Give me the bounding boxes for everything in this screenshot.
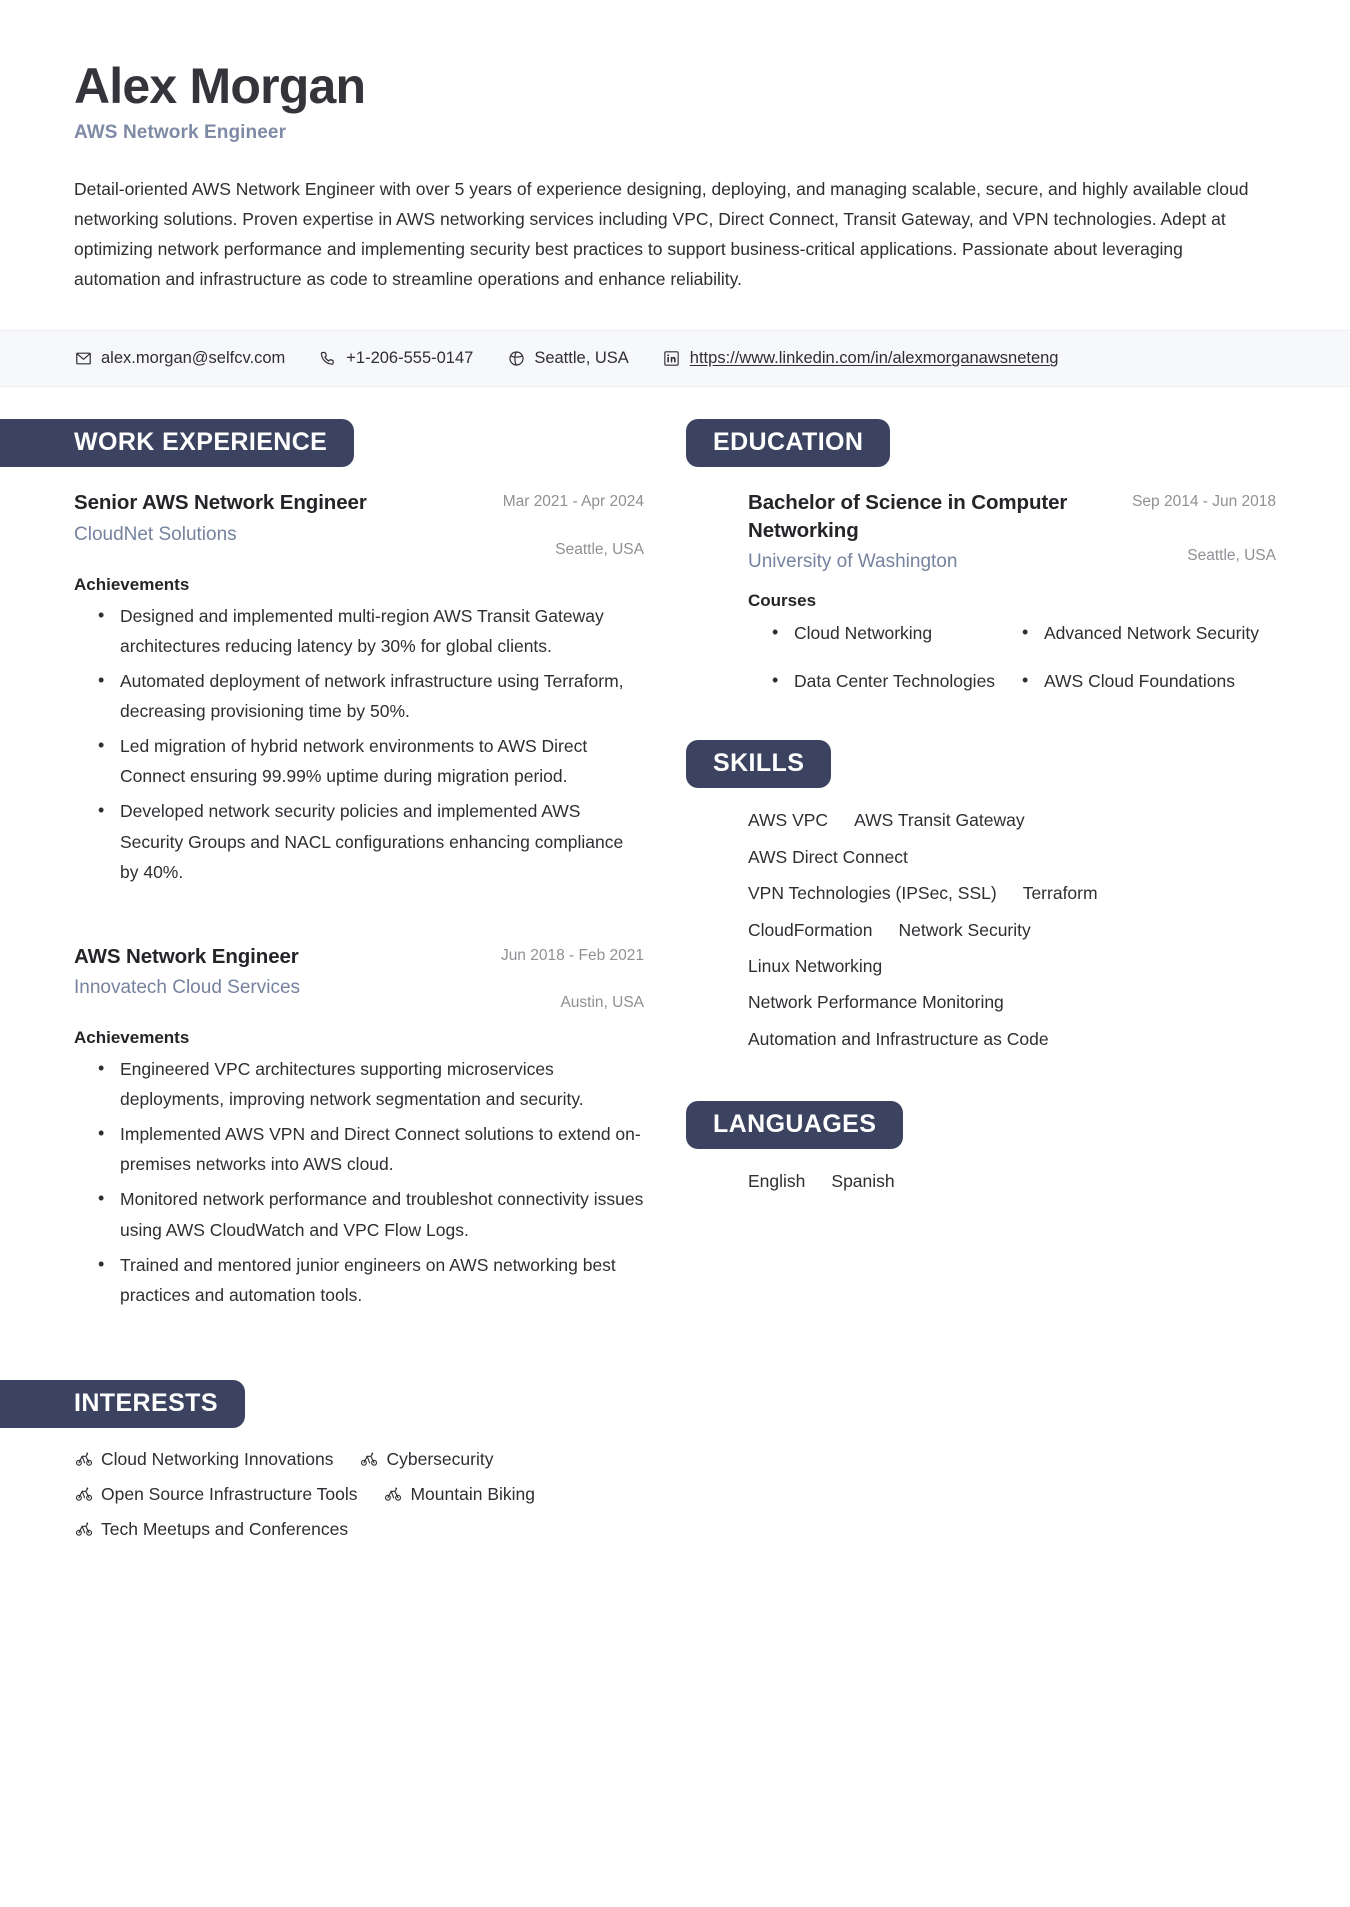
bicycle-icon xyxy=(74,1485,93,1504)
interest-label: Tech Meetups and Conferences xyxy=(101,1518,349,1539)
linkedin-icon xyxy=(663,350,681,368)
contact-email-text: alex.morgan@selfcv.com xyxy=(101,349,286,368)
interest-label: Open Source Infrastructure Tools xyxy=(101,1483,358,1504)
courses-grid xyxy=(748,619,1276,697)
interest-label: Cybersecurity xyxy=(386,1448,494,1469)
work-entry-title: Senior AWS Network Engineer xyxy=(74,491,367,515)
work-entry-bullets xyxy=(74,1054,644,1310)
languages-list xyxy=(748,1163,1228,1199)
skill-item: Automation and Infrastructure as Code xyxy=(748,1028,1049,1049)
list-item: • Engineered VPC architectures supporting microservices deployments, improving network segmentation and security. xyxy=(120,1054,644,1114)
interest-label: Mountain Biking xyxy=(410,1483,536,1504)
skill-item: AWS Transit Gateway xyxy=(854,810,1025,831)
education-degree: Bachelor of Science in Computer Networking xyxy=(748,491,1068,542)
list-item: • Implemented AWS VPN and Direct Connect solutions to extend on-premises networks into AWS cloud. xyxy=(120,1119,644,1179)
section-languages xyxy=(686,1101,1276,1149)
interests-body xyxy=(0,1442,660,1547)
skill-item: Terraform xyxy=(1022,883,1098,904)
list-item: • Advanced Network Security xyxy=(1044,619,1276,648)
work-entry-title: AWS Network Engineer xyxy=(74,944,299,968)
section-title-skills: SKILLS xyxy=(686,740,831,788)
work-entry xyxy=(74,943,644,1310)
job-title: AWS Network Engineer xyxy=(74,122,287,143)
list-item: • Monitored network performance and troubleshot connectivity issues using AWS CloudWatch and VPC Flow Logs. xyxy=(120,1184,644,1244)
skill-item: AWS Direct Connect xyxy=(748,846,908,867)
skill-item: Network Security xyxy=(898,919,1031,940)
contact-location xyxy=(507,347,628,370)
education-body xyxy=(686,489,1276,696)
education-date: Sep 2014 - Jun 2018 xyxy=(1132,493,1276,511)
contact-location-text: Seattle, USA xyxy=(534,349,629,368)
list-item: • Data Center Technologies xyxy=(794,667,1026,696)
bicycle-icon xyxy=(74,1520,93,1539)
contact-bar xyxy=(0,330,1350,387)
courses-label: Courses xyxy=(748,590,817,610)
skills-list xyxy=(748,802,1178,1057)
skill-item: Network Performance Monitoring xyxy=(748,992,1004,1013)
section-title-work-experience: WORK EXPERIENCE xyxy=(0,419,354,467)
work-entry-organization: Innovatech Cloud Services xyxy=(74,976,301,998)
list-item: • Automated deployment of network infrastructure using Terraform, decreasing provisioning time by 50%. xyxy=(120,666,644,726)
list-item xyxy=(360,1442,494,1477)
right-column xyxy=(660,419,1276,1199)
bicycle-icon xyxy=(74,1450,93,1469)
work-entry-location: Austin, USA xyxy=(560,994,644,1012)
skill-item: CloudFormation xyxy=(748,919,873,940)
contact-phone[interactable] xyxy=(319,347,473,370)
work-entry-location: Seattle, USA xyxy=(555,541,644,559)
page-title: Alex Morgan xyxy=(74,58,366,114)
list-item xyxy=(74,1512,348,1547)
education-entry xyxy=(748,489,1276,696)
phone-icon xyxy=(319,350,337,368)
list-item xyxy=(74,1477,357,1512)
skill-item: AWS VPC xyxy=(748,810,829,831)
skill-item: Linux Networking xyxy=(748,955,883,976)
envelope-icon xyxy=(74,350,92,368)
section-skills xyxy=(686,740,1276,788)
work-entry xyxy=(74,489,644,886)
section-title-education: EDUCATION xyxy=(686,419,890,467)
section-title-interests: INTERESTS xyxy=(0,1380,245,1428)
list-item xyxy=(383,1477,535,1512)
section-work-experience xyxy=(0,419,660,467)
resume-header xyxy=(0,0,1350,294)
contact-email[interactable] xyxy=(74,347,285,370)
contact-phone-text: +1-206-555-0147 xyxy=(346,349,474,368)
education-institution: University of Washington xyxy=(748,550,958,572)
section-interests xyxy=(0,1380,660,1428)
contact-linkedin-text[interactable]: https://www.linkedin.com/in/alexmorganawsneteng xyxy=(689,349,1059,368)
work-entry-sublabel: Achievements xyxy=(74,1028,190,1048)
list-item: • Developed network security policies and implemented AWS Security Groups and NACL configurations enhancing compliance by 40%. xyxy=(120,796,644,886)
work-entry-bullets xyxy=(74,601,644,887)
list-item: • Cloud Networking xyxy=(794,619,1026,648)
work-entry-date: Jun 2018 - Feb 2021 xyxy=(500,946,644,964)
list-item: • AWS Cloud Foundations xyxy=(1044,667,1276,696)
list-item: • Trained and mentored junior engineers on AWS networking best practices and automation tools. xyxy=(120,1250,644,1310)
work-experience-body xyxy=(0,489,660,1309)
work-entry-sublabel: Achievements xyxy=(74,574,190,594)
left-column xyxy=(0,419,660,1546)
list-item: • Led migration of hybrid network environments to AWS Direct Connect ensuring 99.99% uptime during migration period. xyxy=(120,731,644,791)
work-entry-organization: CloudNet Solutions xyxy=(74,523,237,545)
bicycle-icon xyxy=(383,1485,402,1504)
section-education xyxy=(686,419,1276,467)
interests-list xyxy=(74,1442,644,1547)
work-entry-date: Mar 2021 - Apr 2024 xyxy=(502,493,644,511)
contact-linkedin[interactable] xyxy=(663,347,1059,370)
globe-pin-icon xyxy=(507,350,525,368)
education-location: Seattle, USA xyxy=(1187,547,1276,565)
section-title-languages: LANGUAGES xyxy=(686,1101,903,1149)
skills-body xyxy=(686,802,1276,1057)
resume-body xyxy=(0,419,1350,1546)
list-item xyxy=(74,1442,334,1477)
language-item: English xyxy=(748,1171,806,1192)
interest-label: Cloud Networking Innovations xyxy=(101,1448,334,1469)
languages-body xyxy=(686,1163,1276,1199)
skill-item: VPN Technologies (IPSec, SSL) xyxy=(748,883,997,904)
language-item: Spanish xyxy=(831,1171,895,1192)
list-item: • Designed and implemented multi-region AWS Transit Gateway architectures reducing latency by 30% for global clients. xyxy=(120,601,644,661)
bicycle-icon xyxy=(360,1450,379,1469)
professional-summary: Detail-oriented AWS Network Engineer with over 5 years of experience designing, deploying, and managing scalable, secure, and highly available cloud networking solutions. Proven expertise in AWS networking services including VPC, Direct Connect, Transit Gateway, and VPN technologies. Adept at optimizing network performance and implementing security best practices to support business-critical applications. Passionate about leveraging automation and infrastructure as code to streamline operations and enhance reliability. xyxy=(74,179,1249,290)
